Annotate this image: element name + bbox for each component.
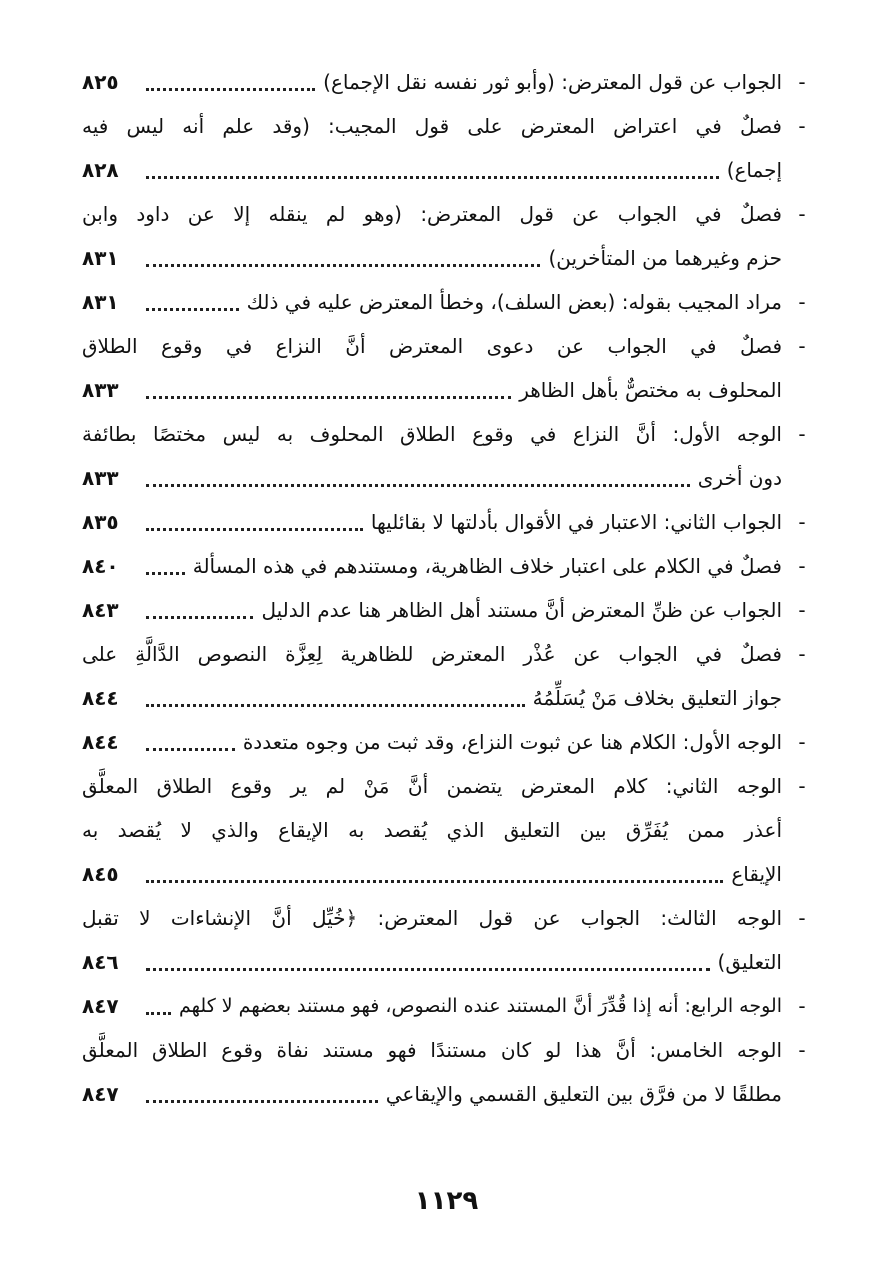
dot-leader (146, 236, 540, 280)
toc-entry (82, 544, 812, 588)
entry-dash: - (798, 114, 806, 138)
entry-title: دون أخرى (697, 466, 782, 490)
entry-title: التعليق) (717, 950, 782, 974)
entry-text-line: فصلٌ في الجواب عن دعوى المعترض أنَّ النزاع في وقوع الطلاق (82, 334, 782, 358)
entry-final-line (82, 940, 782, 984)
entry-dash: - (798, 906, 806, 930)
entry-page-number: ٨٣٥ (82, 510, 119, 534)
entry-title: الوجه الأول: الكلام هنا عن ثبوت النزاع، وقد ثبت من وجوه متعددة (242, 730, 782, 754)
entry-final-line (82, 236, 782, 280)
entry-title: الإيقاع (731, 862, 782, 886)
dot-leader (146, 368, 511, 412)
entry-page-number: ٨٢٨ (82, 158, 119, 182)
entry-page-number: ٨٢٥ (82, 70, 119, 94)
entry-title: الوجه الرابع: أنه إذا قُدِّرَ أنَّ المستند عنده النصوص، فهو مستند بعضهم لا كلهم (179, 995, 782, 1017)
entry-page-number: ٨٤٧ (82, 1082, 119, 1106)
toc-entry (82, 324, 812, 412)
toc-entry (82, 192, 812, 280)
entry-page-number: ٨٤٥ (82, 862, 119, 886)
entry-page-number: ٨٤٤ (82, 730, 119, 754)
entry-final-line (82, 720, 782, 764)
entry-page-number: ٨٣١ (82, 290, 119, 314)
entry-text-line: أعذر ممن يُفَرِّق بين التعليق الذي يُقصد به الإيقاع والذي لا يُقصد به (82, 818, 782, 842)
dot-leader (146, 500, 363, 544)
toc-entry (82, 60, 812, 104)
dot-leader (146, 60, 315, 104)
entry-dash: - (798, 554, 806, 578)
entry-dash: - (798, 290, 806, 314)
toc-entry (82, 1028, 812, 1116)
entry-title: حزم وغيرهما من المتأخرين) (548, 246, 782, 270)
page-number: ١١٢٩ (414, 1186, 479, 1216)
toc-entry (82, 896, 812, 984)
toc-entry (82, 500, 812, 544)
entry-final-line (82, 368, 782, 412)
dot-leader (146, 940, 710, 984)
entry-final-line (82, 588, 782, 632)
entry-final-line (82, 148, 782, 192)
dot-leader (146, 280, 239, 324)
entry-page-number: ٨٣١ (82, 246, 119, 270)
entry-page-number: ٨٤٠ (82, 554, 119, 578)
entry-dash: - (798, 994, 806, 1018)
entry-final-line (82, 1072, 782, 1116)
entry-text-line: فصلٌ في الجواب عن عُذْر المعترض للظاهرية لِعِزَّة النصوص الدَّالَّةِ على (82, 642, 782, 666)
entry-title: جواز التعليق بخلاف مَنْ يُسَلِّمُهُ (532, 686, 782, 710)
entry-final-line (82, 456, 782, 500)
dot-leader (146, 720, 235, 764)
entry-dash: - (798, 1038, 806, 1062)
entry-dash: - (798, 202, 806, 226)
entry-page-number: ٨٣٣ (82, 466, 119, 490)
entry-title: المحلوف به مختصٌّ بأهل الظاهر (519, 378, 782, 402)
entry-title: مراد المجيب بقوله: (بعض السلف)، وخطأ المعترض عليه في ذلك (246, 290, 782, 314)
dot-leader (146, 1072, 378, 1116)
entry-final-line (82, 60, 782, 104)
entry-dash: - (798, 642, 806, 666)
entry-title: فصلٌ في الكلام على اعتبار خلاف الظاهرية، ومستندهم في هذه المسألة (192, 554, 782, 578)
entry-dash: - (798, 422, 806, 446)
toc-entry (82, 588, 812, 632)
entry-text-line: فصلٌ في اعتراض المعترض على قول المجيب: (وقد علم أنه ليس فيه (82, 114, 782, 138)
entry-page-number: ٨٤٧ (82, 994, 119, 1018)
dot-leader (146, 148, 719, 192)
entry-final-line (82, 676, 782, 720)
entry-text-line: فصلٌ في الجواب عن قول المعترض: (وهو لم ينقله إلا عن داود وابن (82, 202, 782, 226)
entry-text-line: الوجه الخامس: أنَّ هذا لو كان مستندًا فهو مستند نفاة وقوع الطلاق المعلَّق (82, 1038, 782, 1062)
entry-page-number: ٨٤٤ (82, 686, 119, 710)
entry-page-number: ٨٤٦ (82, 950, 119, 974)
entry-text-line: الوجه الثاني: كلام المعترض يتضمن أنَّ مَنْ لم ير وقوع الطلاق المعلَّق (82, 774, 782, 798)
dot-leader (146, 544, 185, 588)
entry-dash: - (798, 70, 806, 94)
entry-page-number: ٨٤٣ (82, 598, 119, 622)
entry-dash: - (798, 510, 806, 534)
entry-title: الجواب الثاني: الاعتبار في الأقوال بأدلتها لا بقائليها (370, 510, 782, 534)
dot-leader (146, 456, 690, 500)
entry-title: مطلقًا لا من فرَّق بين التعليق القسمي والإيقاعي (385, 1082, 782, 1106)
entry-title: إجماع) (726, 158, 782, 182)
toc-entry (82, 984, 812, 1028)
entry-dash: - (798, 774, 806, 798)
entry-final-line (82, 544, 782, 588)
entry-final-line (82, 984, 782, 1028)
entry-final-line (82, 500, 782, 544)
dot-leader (146, 588, 253, 632)
entry-dash: - (798, 598, 806, 622)
toc-entry (82, 104, 812, 192)
toc-entry (82, 720, 812, 764)
dot-leader (146, 852, 723, 896)
entry-page-number: ٨٣٣ (82, 378, 119, 402)
entry-title: الجواب عن ظنِّ المعترض أنَّ مستند أهل الظاهر هنا عدم الدليل (261, 598, 782, 622)
toc-entry (82, 632, 812, 720)
entry-final-line (82, 852, 782, 896)
toc-entry (82, 764, 812, 896)
toc-entry (82, 412, 812, 500)
entry-text-line: الوجه الثالث: الجواب عن قول المعترض: ﴿خُيِّل أنَّ الإنشاءات لا تقبل (82, 906, 782, 930)
entry-dash: - (798, 730, 806, 754)
entry-text-line: الوجه الأول: أنَّ النزاع في وقوع الطلاق المحلوف به ليس مختصًا بطائفة (82, 422, 782, 446)
entry-title: الجواب عن قول المعترض: (وأبو ثور نفسه نقل الإجماع) (323, 70, 782, 94)
entry-dash: - (798, 334, 806, 358)
toc-entry (82, 280, 812, 324)
table-of-contents (82, 60, 812, 1116)
dot-leader (146, 676, 525, 720)
entry-final-line (82, 280, 782, 324)
dot-leader (146, 984, 171, 1028)
